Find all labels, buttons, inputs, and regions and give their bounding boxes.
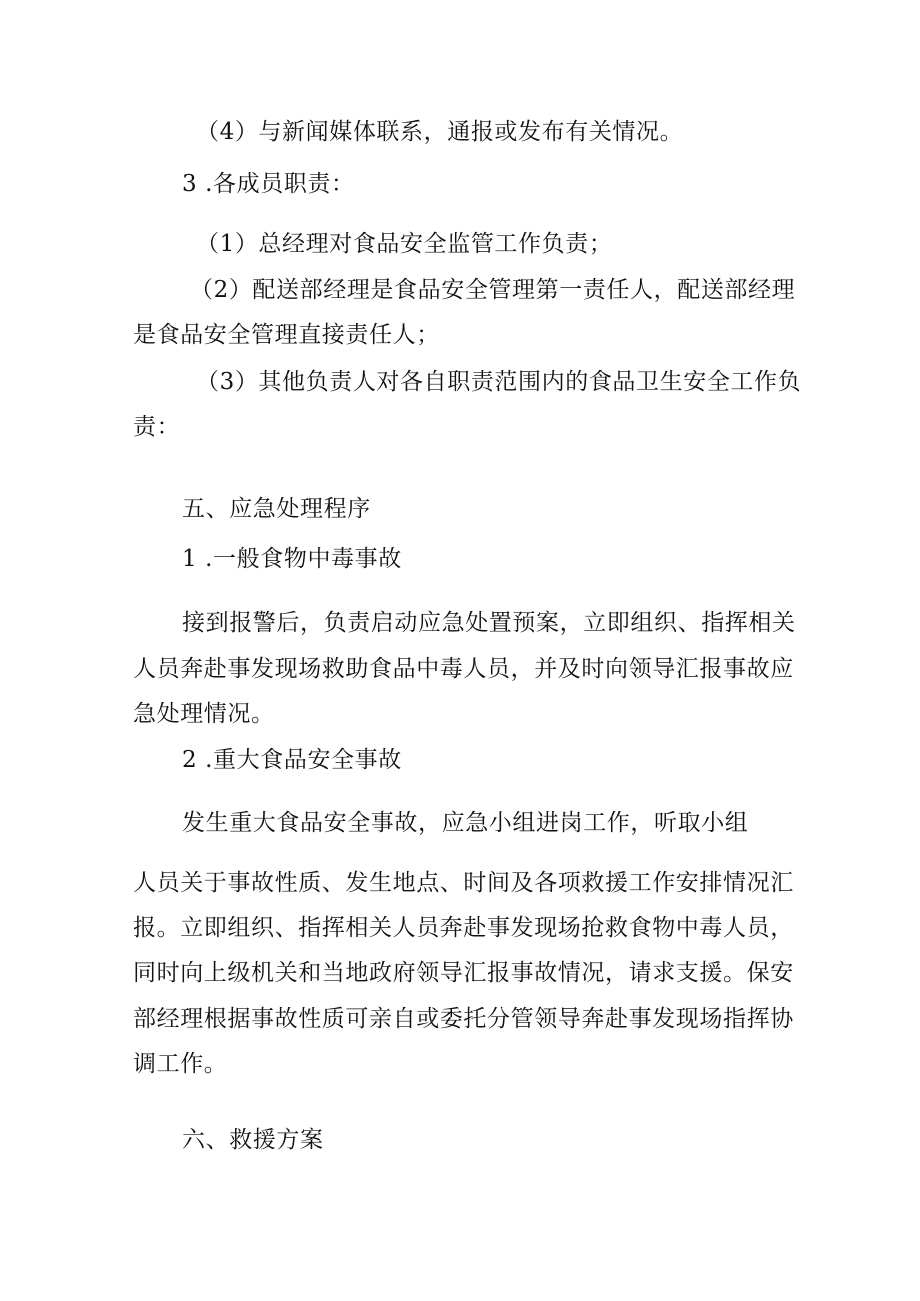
duty-item-2-line-1: （2）配送部经理是食品安全管理第一责任人，配送部经理 — [190, 277, 796, 303]
subsection-1-heading: 1 .一般食物中毒事故 — [182, 546, 402, 572]
section-3-heading: 3 .各成员职责： — [182, 171, 355, 197]
para-3-line-5: 调工作。 — [133, 1051, 228, 1077]
item-4-media-contact: （4）与新闻媒体联系，通报或发布有关情况。 — [196, 119, 684, 145]
para-3-line-3: 同时向上级机关和当地政府领导汇报事故情况，请求支援。保安 — [133, 960, 794, 986]
subsection-2-heading: 2 .重大食品安全事故 — [182, 747, 402, 773]
para-1-line-2: 人员奔赴事发现场救助食品中毒人员，并及时向领导汇报事故应 — [133, 656, 794, 682]
para-3-line-4: 部经理根据事故性质可亲自或委托分管领导奔赴事发现场指挥协 — [133, 1006, 794, 1032]
duty-item-3-line-1: （3）其他负责人对各自职责范围内的食品卫生安全工作负 — [196, 369, 802, 395]
duty-item-1: （1）总经理对食品安全监管工作负责； — [196, 231, 613, 257]
para-3-line-2: 报。立即组织、指挥相关人员奔赴事发现场抢救食物中毒人员， — [133, 915, 794, 941]
para-1-line-3: 急处理情况。 — [133, 701, 275, 727]
para-2-line-1: 发生重大食品安全事故，应急小组进岗工作，听取小组 — [182, 810, 749, 836]
para-1-line-1: 接到报警后，负责启动应急处置预案，立即组织、指挥相关 — [182, 610, 796, 636]
duty-item-3-line-2: 责： — [133, 414, 181, 440]
section-five-heading: 五、应急处理程序 — [182, 496, 371, 522]
duty-item-2-line-2: 是食品安全管理直接责任人； — [133, 322, 440, 348]
para-3-line-1: 人员关于事故性质、发生地点、时间及各项救援工作安排情况汇 — [133, 870, 794, 896]
section-six-heading: 六、救援方案 — [182, 1127, 324, 1153]
